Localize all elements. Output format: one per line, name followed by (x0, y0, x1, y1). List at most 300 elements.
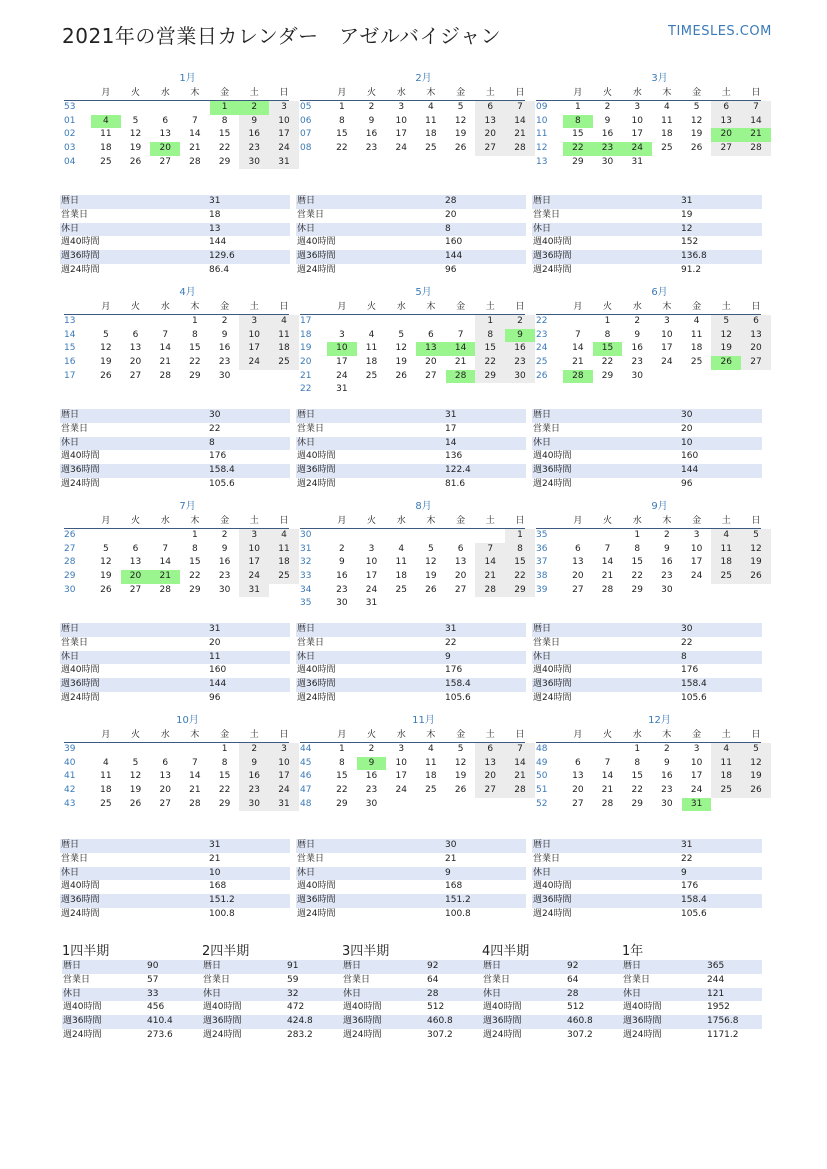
day-cell[interactable]: 30 (218, 584, 231, 595)
day-cell[interactable]: 2 (239, 101, 269, 115)
day-cell[interactable]: 24 (239, 356, 269, 370)
day-cell[interactable]: 10 (395, 115, 407, 126)
day-cell[interactable]: 30 (336, 598, 348, 609)
day-cell[interactable]: 29 (601, 370, 614, 381)
day-cell[interactable]: 6 (711, 101, 741, 115)
day-cell[interactable]: 8 (475, 329, 505, 343)
day-cell[interactable]: 24 (365, 584, 378, 595)
day-cell[interactable]: 11 (711, 543, 741, 557)
day-cell[interactable]: 9 (664, 543, 670, 554)
day-cell[interactable]: 25 (711, 784, 741, 798)
day-cell[interactable]: 3 (398, 744, 405, 754)
day-cell[interactable]: 20 (159, 785, 171, 796)
day-cell[interactable]: 4 (693, 316, 700, 326)
day-cell[interactable]: 27 (741, 356, 771, 370)
day-cell[interactable]: 12 (425, 557, 437, 568)
day-cell[interactable]: 26 (454, 785, 467, 796)
day-cell[interactable]: 14 (572, 343, 584, 354)
day-cell[interactable]: 9 (505, 329, 535, 343)
day-cell[interactable]: 17 (365, 571, 378, 582)
day-cell[interactable]: 20 (121, 570, 151, 584)
day-cell[interactable]: 3 (269, 743, 299, 757)
day-cell[interactable]: 6 (162, 115, 169, 126)
day-cell[interactable]: 23 (593, 142, 623, 156)
day-cell[interactable]: 4 (368, 329, 375, 340)
day-cell[interactable]: 10 (327, 342, 357, 356)
day-cell[interactable]: 9 (338, 557, 345, 568)
day-cell[interactable]: 17 (690, 557, 703, 568)
day-cell[interactable]: 12 (454, 757, 467, 768)
day-cell[interactable]: 12 (395, 343, 407, 354)
day-cell[interactable]: 21 (572, 357, 584, 368)
day-cell[interactable]: 2 (634, 316, 641, 326)
day-cell[interactable]: 3 (398, 102, 405, 112)
day-cell[interactable]: 16 (218, 557, 231, 568)
day-cell[interactable]: 18 (425, 129, 437, 140)
day-cell[interactable]: 5 (398, 329, 405, 340)
day-cell[interactable]: 21 (189, 143, 201, 154)
day-cell[interactable]: 25 (661, 143, 673, 154)
day-cell[interactable]: 20 (454, 571, 467, 582)
day-cell[interactable]: 3 (368, 543, 375, 554)
day-cell[interactable]: 10 (690, 757, 703, 768)
day-cell[interactable]: 4 (711, 743, 741, 757)
day-cell[interactable]: 27 (475, 142, 505, 156)
day-cell[interactable]: 14 (475, 556, 505, 570)
day-cell[interactable]: 8 (221, 757, 228, 768)
day-cell[interactable]: 6 (428, 329, 434, 340)
day-cell[interactable]: 6 (457, 543, 464, 554)
day-cell[interactable]: 11 (425, 757, 437, 768)
day-cell[interactable]: 19 (741, 770, 771, 784)
day-cell[interactable]: 15 (475, 342, 505, 356)
day-cell[interactable]: 7 (162, 329, 169, 340)
day-cell[interactable]: 16 (365, 771, 378, 782)
day-cell[interactable]: 1 (574, 102, 581, 112)
day-cell[interactable]: 26 (741, 784, 771, 798)
day-cell[interactable]: 30 (239, 798, 269, 812)
day-cell[interactable]: 3 (239, 529, 269, 543)
day-cell[interactable]: 10 (661, 329, 673, 340)
day-cell[interactable]: 20 (711, 128, 741, 142)
day-cell[interactable]: 30 (218, 370, 231, 381)
day-cell[interactable]: 7 (192, 757, 198, 768)
day-cell[interactable]: 4 (91, 115, 121, 129)
day-cell[interactable]: 2 (664, 530, 670, 540)
day-cell[interactable]: 12 (690, 115, 703, 126)
day-cell[interactable]: 31 (682, 798, 712, 812)
day-cell[interactable]: 21 (505, 128, 535, 142)
day-cell[interactable]: 9 (664, 757, 670, 768)
day-cell[interactable]: 16 (365, 129, 378, 140)
day-cell[interactable]: 9 (604, 115, 611, 126)
day-cell[interactable]: 29 (631, 798, 643, 809)
day-cell[interactable]: 24 (395, 785, 407, 796)
day-cell[interactable]: 26 (129, 798, 142, 809)
day-cell[interactable]: 16 (336, 571, 348, 582)
day-cell[interactable]: 23 (365, 785, 378, 796)
day-cell[interactable]: 18 (269, 556, 299, 570)
day-cell[interactable]: 25 (269, 570, 299, 584)
day-cell[interactable]: 22 (218, 785, 231, 796)
day-cell[interactable]: 10 (395, 757, 407, 768)
day-cell[interactable]: 8 (634, 757, 641, 768)
day-cell[interactable]: 17 (395, 771, 407, 782)
day-cell[interactable]: 3 (338, 329, 345, 340)
day-cell[interactable]: 29 (189, 584, 201, 595)
day-cell[interactable]: 11 (100, 771, 112, 782)
day-cell[interactable]: 17 (336, 357, 348, 368)
day-cell[interactable]: 27 (159, 798, 171, 809)
day-cell[interactable]: 15 (593, 342, 623, 356)
day-cell[interactable]: 4 (428, 102, 434, 112)
day-cell[interactable]: 11 (269, 543, 299, 557)
day-cell[interactable]: 1 (192, 316, 198, 326)
day-cell[interactable]: 17 (690, 771, 703, 782)
day-cell[interactable]: 2 (221, 530, 228, 540)
day-cell[interactable]: 7 (162, 543, 169, 554)
day-cell[interactable]: 7 (475, 543, 505, 557)
day-cell[interactable]: 7 (457, 329, 464, 340)
day-cell[interactable]: 10 (631, 115, 643, 126)
day-cell[interactable]: 22 (631, 571, 643, 582)
day-cell[interactable]: 15 (631, 557, 643, 568)
day-cell[interactable]: 4 (269, 529, 299, 543)
day-cell[interactable]: 4 (102, 757, 109, 768)
day-cell[interactable]: 2 (368, 102, 375, 112)
day-cell[interactable]: 31 (336, 384, 348, 395)
day-cell[interactable]: 12 (129, 129, 142, 140)
day-cell[interactable]: 22 (218, 143, 231, 154)
day-cell[interactable]: 5 (132, 115, 139, 126)
day-cell[interactable]: 25 (425, 143, 437, 154)
day-cell[interactable]: 1 (634, 530, 641, 540)
day-cell[interactable]: 23 (218, 357, 231, 368)
day-cell[interactable]: 19 (454, 771, 467, 782)
day-cell[interactable]: 12 (711, 329, 741, 343)
day-cell[interactable]: 1 (604, 316, 611, 326)
day-cell[interactable]: 14 (505, 757, 535, 771)
day-cell[interactable]: 22 (601, 357, 614, 368)
day-cell[interactable]: 19 (395, 357, 407, 368)
day-cell[interactable]: 18 (711, 556, 741, 570)
day-cell[interactable]: 13 (159, 129, 171, 140)
day-cell[interactable]: 9 (634, 329, 641, 340)
day-cell[interactable]: 22 (336, 143, 348, 154)
day-cell[interactable]: 6 (162, 757, 169, 768)
day-cell[interactable]: 19 (129, 785, 142, 796)
day-cell[interactable]: 21 (189, 785, 201, 796)
day-cell[interactable]: 23 (365, 143, 378, 154)
day-cell[interactable]: 22 (563, 142, 593, 156)
day-cell[interactable]: 14 (601, 557, 614, 568)
day-cell[interactable]: 28 (446, 370, 476, 384)
day-cell[interactable]: 13 (416, 342, 446, 356)
day-cell[interactable]: 30 (661, 584, 673, 595)
day-cell[interactable]: 4 (711, 529, 741, 543)
day-cell[interactable]: 10 (269, 115, 299, 129)
day-cell[interactable]: 8 (634, 543, 641, 554)
day-cell[interactable]: 31 (365, 598, 378, 609)
day-cell[interactable]: 1 (505, 529, 535, 543)
day-cell[interactable]: 9 (368, 115, 375, 126)
day-cell[interactable]: 29 (631, 584, 643, 595)
day-cell[interactable]: 10 (239, 329, 269, 343)
day-cell[interactable]: 29 (572, 156, 584, 167)
day-cell[interactable]: 5 (102, 543, 109, 554)
day-cell[interactable]: 25 (690, 357, 703, 368)
day-cell[interactable]: 25 (395, 584, 407, 595)
day-cell[interactable]: 31 (239, 584, 269, 598)
day-cell[interactable]: 21 (741, 128, 771, 142)
day-cell[interactable]: 25 (100, 798, 112, 809)
day-cell[interactable]: 11 (365, 343, 378, 354)
day-cell[interactable]: 16 (661, 771, 673, 782)
day-cell[interactable]: 30 (601, 156, 614, 167)
day-cell[interactable]: 20 (741, 342, 771, 356)
day-cell[interactable]: 10 (269, 757, 299, 771)
day-cell[interactable]: 5 (741, 743, 771, 757)
day-cell[interactable]: 12 (129, 771, 142, 782)
day-cell[interactable]: 19 (100, 571, 112, 582)
day-cell[interactable]: 4 (269, 315, 299, 329)
day-cell[interactable]: 28 (741, 142, 771, 156)
day-cell[interactable]: 1 (338, 744, 345, 754)
day-cell[interactable]: 23 (661, 571, 673, 582)
day-cell[interactable]: 15 (189, 343, 201, 354)
day-cell[interactable]: 6 (475, 101, 505, 115)
day-cell[interactable]: 31 (269, 798, 299, 812)
day-cell[interactable]: 29 (505, 584, 535, 598)
day-cell[interactable]: 11 (425, 115, 437, 126)
day-cell[interactable]: 27 (425, 370, 437, 381)
day-cell[interactable]: 25 (100, 156, 112, 167)
day-cell[interactable]: 7 (192, 115, 198, 126)
day-cell[interactable]: 26 (100, 584, 112, 595)
day-cell[interactable]: 1 (634, 744, 641, 754)
day-cell[interactable]: 27 (129, 584, 142, 595)
day-cell[interactable]: 19 (741, 556, 771, 570)
day-cell[interactable]: 4 (398, 543, 405, 554)
day-cell[interactable]: 2 (664, 744, 670, 754)
day-cell[interactable]: 9 (239, 115, 269, 129)
day-cell[interactable]: 14 (741, 115, 771, 129)
day-cell[interactable]: 15 (218, 129, 231, 140)
day-cell[interactable]: 24 (269, 142, 299, 156)
site-logo[interactable]: TIMESLES.COM (668, 24, 772, 39)
day-cell[interactable]: 12 (741, 543, 771, 557)
day-cell[interactable]: 27 (129, 370, 142, 381)
day-cell[interactable]: 20 (475, 770, 505, 784)
day-cell[interactable]: 16 (218, 343, 231, 354)
day-cell[interactable]: 16 (239, 128, 269, 142)
day-cell[interactable]: 11 (100, 129, 112, 140)
day-cell[interactable]: 2 (221, 316, 228, 326)
day-cell[interactable]: 5 (457, 744, 464, 754)
day-cell[interactable]: 18 (100, 785, 112, 796)
day-cell[interactable]: 1 (338, 102, 345, 112)
day-cell[interactable]: 19 (711, 342, 741, 356)
day-cell[interactable]: 8 (338, 115, 345, 126)
day-cell[interactable]: 5 (132, 757, 139, 768)
day-cell[interactable]: 18 (690, 343, 703, 354)
day-cell[interactable]: 28 (159, 370, 171, 381)
day-cell[interactable]: 21 (454, 357, 467, 368)
day-cell[interactable]: 22 (631, 785, 643, 796)
day-cell[interactable]: 28 (475, 584, 505, 598)
day-cell[interactable]: 20 (572, 571, 584, 582)
day-cell[interactable]: 20 (150, 142, 180, 156)
day-cell[interactable]: 24 (690, 571, 703, 582)
day-cell[interactable]: 3 (634, 102, 641, 112)
day-cell[interactable]: 28 (159, 584, 171, 595)
day-cell[interactable]: 29 (336, 798, 348, 809)
day-cell[interactable]: 14 (189, 771, 201, 782)
day-cell[interactable]: 8 (221, 115, 228, 126)
day-cell[interactable]: 20 (572, 785, 584, 796)
day-cell[interactable]: 10 (690, 543, 703, 554)
day-cell[interactable]: 26 (454, 143, 467, 154)
day-cell[interactable]: 10 (365, 557, 378, 568)
day-cell[interactable]: 6 (132, 543, 139, 554)
day-cell[interactable]: 22 (189, 571, 201, 582)
day-cell[interactable]: 29 (475, 370, 505, 384)
day-cell[interactable]: 30 (365, 798, 378, 809)
day-cell[interactable]: 30 (239, 156, 269, 170)
day-cell[interactable]: 29 (218, 798, 231, 809)
day-cell[interactable]: 5 (102, 329, 109, 340)
day-cell[interactable]: 2 (505, 315, 535, 329)
day-cell[interactable]: 22 (189, 357, 201, 368)
day-cell[interactable]: 28 (505, 142, 535, 156)
day-cell[interactable]: 11 (690, 329, 703, 340)
day-cell[interactable]: 5 (693, 102, 700, 112)
day-cell[interactable]: 17 (269, 770, 299, 784)
day-cell[interactable]: 21 (601, 571, 614, 582)
day-cell[interactable]: 6 (475, 743, 505, 757)
day-cell[interactable]: 13 (454, 557, 467, 568)
day-cell[interactable]: 26 (395, 370, 407, 381)
day-cell[interactable]: 13 (475, 757, 505, 771)
day-cell[interactable]: 22 (336, 785, 348, 796)
day-cell[interactable]: 18 (711, 770, 741, 784)
day-cell[interactable]: 8 (604, 329, 611, 340)
day-cell[interactable]: 10 (239, 543, 269, 557)
day-cell[interactable]: 17 (395, 129, 407, 140)
day-cell[interactable]: 25 (269, 356, 299, 370)
day-cell[interactable]: 11 (661, 115, 673, 126)
day-cell[interactable]: 31 (631, 156, 643, 167)
day-cell[interactable]: 18 (269, 342, 299, 356)
day-cell[interactable]: 1 (192, 530, 198, 540)
day-cell[interactable]: 1 (210, 101, 240, 115)
day-cell[interactable]: 28 (189, 798, 201, 809)
day-cell[interactable]: 27 (454, 584, 467, 595)
day-cell[interactable]: 23 (505, 356, 535, 370)
day-cell[interactable]: 13 (572, 771, 584, 782)
day-cell[interactable]: 13 (159, 771, 171, 782)
day-cell[interactable]: 25 (425, 785, 437, 796)
day-cell[interactable]: 8 (338, 757, 345, 768)
day-cell[interactable]: 22 (475, 356, 505, 370)
day-cell[interactable]: 13 (711, 115, 741, 129)
day-cell[interactable]: 14 (446, 342, 476, 356)
day-cell[interactable]: 15 (218, 771, 231, 782)
day-cell[interactable]: 16 (661, 557, 673, 568)
day-cell[interactable]: 24 (690, 785, 703, 796)
day-cell[interactable]: 15 (572, 129, 584, 140)
day-cell[interactable]: 19 (690, 129, 703, 140)
day-cell[interactable]: 26 (129, 156, 142, 167)
day-cell[interactable]: 15 (631, 771, 643, 782)
day-cell[interactable]: 22 (505, 570, 535, 584)
day-cell[interactable]: 26 (425, 584, 437, 595)
day-cell[interactable]: 8 (192, 543, 198, 554)
day-cell[interactable]: 29 (189, 370, 201, 381)
day-cell[interactable]: 7 (741, 101, 771, 115)
day-cell[interactable]: 21 (601, 785, 614, 796)
day-cell[interactable]: 23 (631, 357, 643, 368)
day-cell[interactable]: 5 (741, 529, 771, 543)
day-cell[interactable]: 27 (572, 798, 584, 809)
day-cell[interactable]: 3 (693, 744, 700, 754)
day-cell[interactable]: 14 (159, 343, 171, 354)
day-cell[interactable]: 27 (475, 784, 505, 798)
day-cell[interactable]: 16 (239, 770, 269, 784)
day-cell[interactable]: 28 (563, 370, 593, 384)
day-cell[interactable]: 28 (189, 156, 201, 167)
day-cell[interactable]: 28 (505, 784, 535, 798)
day-cell[interactable]: 17 (631, 129, 643, 140)
day-cell[interactable]: 16 (631, 343, 643, 354)
day-cell[interactable]: 6 (132, 329, 139, 340)
day-cell[interactable]: 21 (475, 570, 505, 584)
day-cell[interactable]: 17 (239, 342, 269, 356)
day-cell[interactable]: 30 (505, 370, 535, 384)
day-cell[interactable]: 26 (690, 143, 703, 154)
day-cell[interactable]: 24 (622, 142, 652, 156)
day-cell[interactable]: 29 (218, 156, 231, 167)
day-cell[interactable]: 2 (368, 744, 375, 754)
day-cell[interactable]: 21 (505, 770, 535, 784)
day-cell[interactable]: 17 (239, 556, 269, 570)
day-cell[interactable]: 23 (661, 785, 673, 796)
day-cell[interactable]: 24 (661, 357, 673, 368)
day-cell[interactable]: 18 (425, 771, 437, 782)
day-cell[interactable]: 1 (221, 744, 228, 754)
day-cell[interactable]: 14 (159, 557, 171, 568)
day-cell[interactable]: 25 (365, 370, 378, 381)
day-cell[interactable]: 3 (269, 101, 299, 115)
day-cell[interactable]: 5 (711, 315, 741, 329)
day-cell[interactable]: 7 (505, 743, 535, 757)
day-cell[interactable]: 13 (129, 557, 142, 568)
day-cell[interactable]: 12 (100, 557, 112, 568)
day-cell[interactable]: 9 (221, 329, 228, 340)
day-cell[interactable]: 27 (572, 584, 584, 595)
day-cell[interactable]: 5 (457, 102, 464, 112)
day-cell[interactable]: 27 (711, 142, 741, 156)
day-cell[interactable]: 21 (150, 570, 180, 584)
day-cell[interactable]: 18 (100, 143, 112, 154)
day-cell[interactable]: 9 (357, 757, 387, 771)
day-cell[interactable]: 24 (239, 570, 269, 584)
day-cell[interactable]: 17 (661, 343, 673, 354)
day-cell[interactable]: 18 (395, 571, 407, 582)
day-cell[interactable]: 8 (192, 329, 198, 340)
day-cell[interactable]: 30 (631, 370, 643, 381)
day-cell[interactable]: 28 (601, 798, 614, 809)
